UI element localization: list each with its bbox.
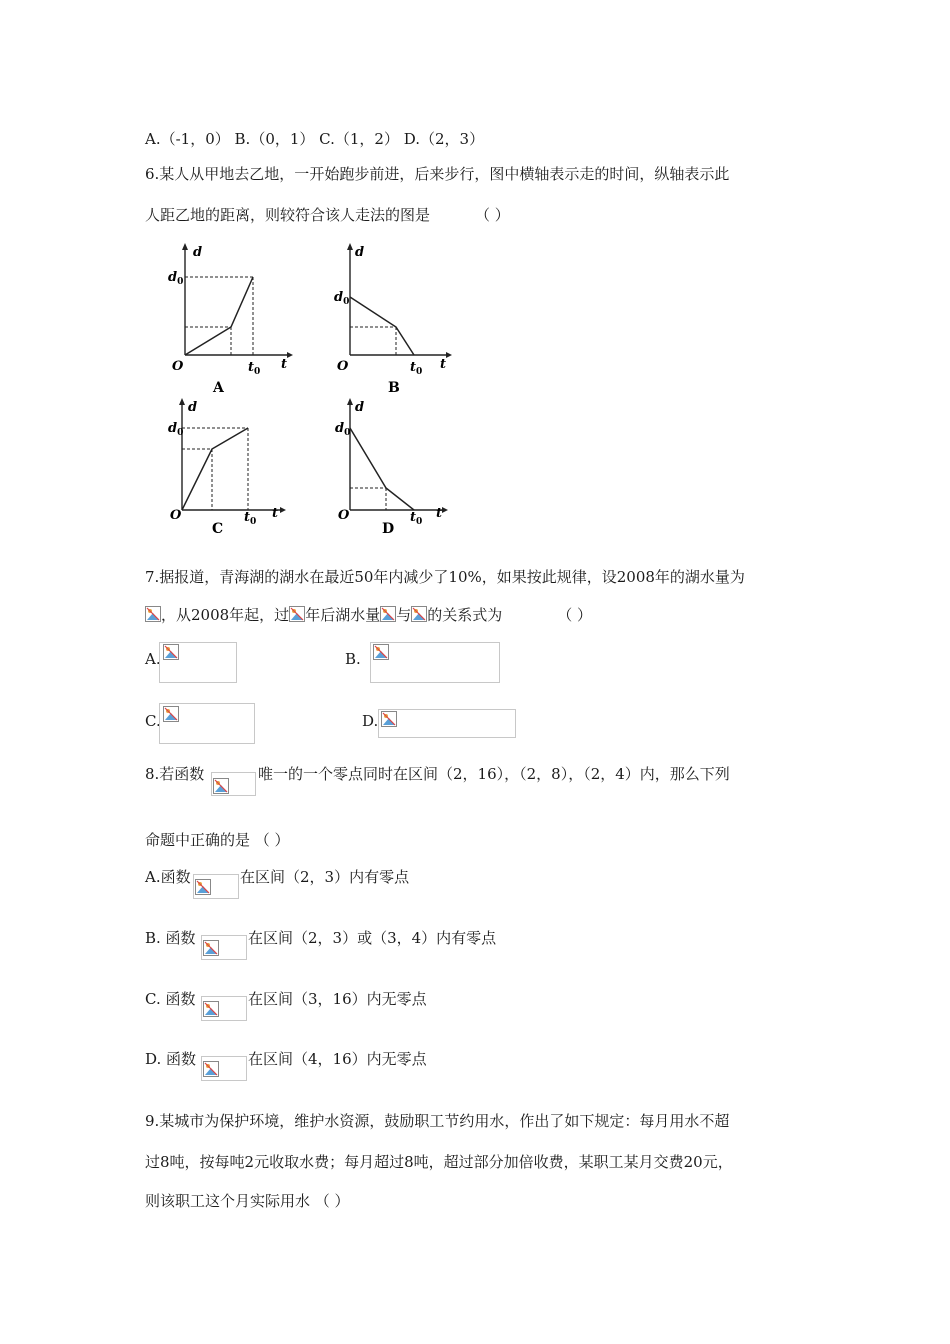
q6-text-line1: 6.某人从甲地去乙地，一开始跑步前进，后来步行，图中横轴表示走的时间，纵轴表示此 [145, 165, 730, 183]
answer-paren: （ ） [557, 606, 593, 624]
broken-image-icon [411, 606, 427, 622]
q9-text-line3: 则该职工这个月实际用水 （ ） [145, 1192, 350, 1210]
axis-d-label: d [355, 400, 365, 415]
axis-t-label: t [436, 506, 443, 521]
q9-text-line2: 过8吨，按每吨2元收取水费；每月超过8吨，超过部分加倍收费，某职工某月交费20元， [145, 1153, 733, 1171]
graph-b-caption: B [388, 380, 400, 396]
broken-image-icon [381, 711, 397, 729]
origin-label: O [337, 359, 349, 374]
axis-t-label: t [440, 357, 447, 372]
axis-t-label: t [272, 506, 279, 521]
axis-d-label: d [188, 400, 198, 415]
q7-option-d-label: D. [362, 712, 379, 730]
broken-image-icon [203, 1001, 219, 1019]
q7-text-line2: ，从2008年起，过 年后湖水量 与 的关系式为 （ ） [145, 604, 592, 625]
origin-label: O [338, 508, 350, 523]
q7-option-b-label: B. [345, 650, 361, 668]
q8-text-line1-b: 唯一的一个零点同时在区间（2，16），（2，8），（2，4）内，那么下列 [258, 765, 730, 783]
q8-option-c-text: 在区间（3，16）内无零点 [248, 990, 427, 1008]
broken-image-icon [203, 1061, 219, 1079]
broken-image-icon [373, 644, 389, 662]
broken-image-icon [289, 606, 305, 622]
graph-d [330, 395, 460, 540]
option-b-image-frame [370, 642, 500, 683]
axis-t-label: t [281, 357, 288, 372]
q6-text-line2: 人距乙地的距离，则较符合该人走法的图是 （ ） [145, 206, 510, 224]
q8-option-d-text: 在区间（4，16）内无零点 [248, 1050, 427, 1068]
q7-option-c-label: C. [145, 712, 161, 730]
answer-paren: （ ） [475, 206, 510, 224]
d0-label: $d_0$ [334, 290, 350, 307]
t0-label: $t_0$ [248, 360, 261, 377]
graph-c [162, 395, 292, 540]
t0-label: $t_0$ [410, 360, 423, 377]
option-d-image-frame [378, 709, 516, 738]
q8-option-d-prefix: D. 函数 [145, 1050, 197, 1068]
q8-option-a-text: 在区间（2，3）内有零点 [240, 868, 410, 886]
t0-label: $t_0$ [244, 510, 257, 527]
q5-options: A.（-1，0） B.（0，1） C.（1，2） D.（2，3） [145, 130, 485, 148]
broken-image-icon [213, 778, 229, 796]
d0-label: $d_0$ [168, 270, 184, 287]
t0-label: $t_0$ [410, 510, 423, 527]
q8-option-a-prefix: A.函数 [145, 868, 191, 886]
q8-option-c-prefix: C. 函数 [145, 990, 196, 1008]
graph-b [330, 240, 460, 400]
broken-image-icon [145, 606, 161, 622]
broken-image-icon [203, 940, 219, 958]
axis-d-label: d [193, 245, 203, 260]
q8-text-line1-a: 8.若函数 [145, 765, 205, 783]
graph-d-caption: D [382, 521, 395, 537]
broken-image-icon [380, 606, 396, 622]
d0-label: $d_0$ [335, 421, 351, 438]
broken-image-icon [163, 706, 179, 724]
graph-a-caption: A [213, 380, 224, 396]
q8-option-b-prefix: B. 函数 [145, 929, 196, 947]
q7-text-line1: 7.据报道，青海湖的湖水在最近50年内减少了10%，如果按此规律，设2008年的湖水量为 [145, 568, 745, 586]
graph-a [165, 240, 295, 400]
axis-d-label: d [355, 245, 365, 260]
broken-image-icon [195, 879, 211, 897]
q7-option-a-label: A. [145, 650, 161, 668]
origin-label: O [172, 359, 184, 374]
q8-option-b-text: 在区间（2，3）或（3，4）内有零点 [248, 929, 497, 947]
q8-text-line2: 命题中正确的是 （ ） [145, 831, 290, 849]
broken-image-icon [163, 644, 179, 662]
q9-text-line1: 9.某城市为保护环境，维护水资源，鼓励职工节约用水，作出了如下规定：每月用水不超 [145, 1112, 730, 1130]
d0-label: $d_0$ [168, 421, 184, 438]
origin-label: O [170, 508, 182, 523]
graph-c-caption: C [212, 521, 224, 537]
